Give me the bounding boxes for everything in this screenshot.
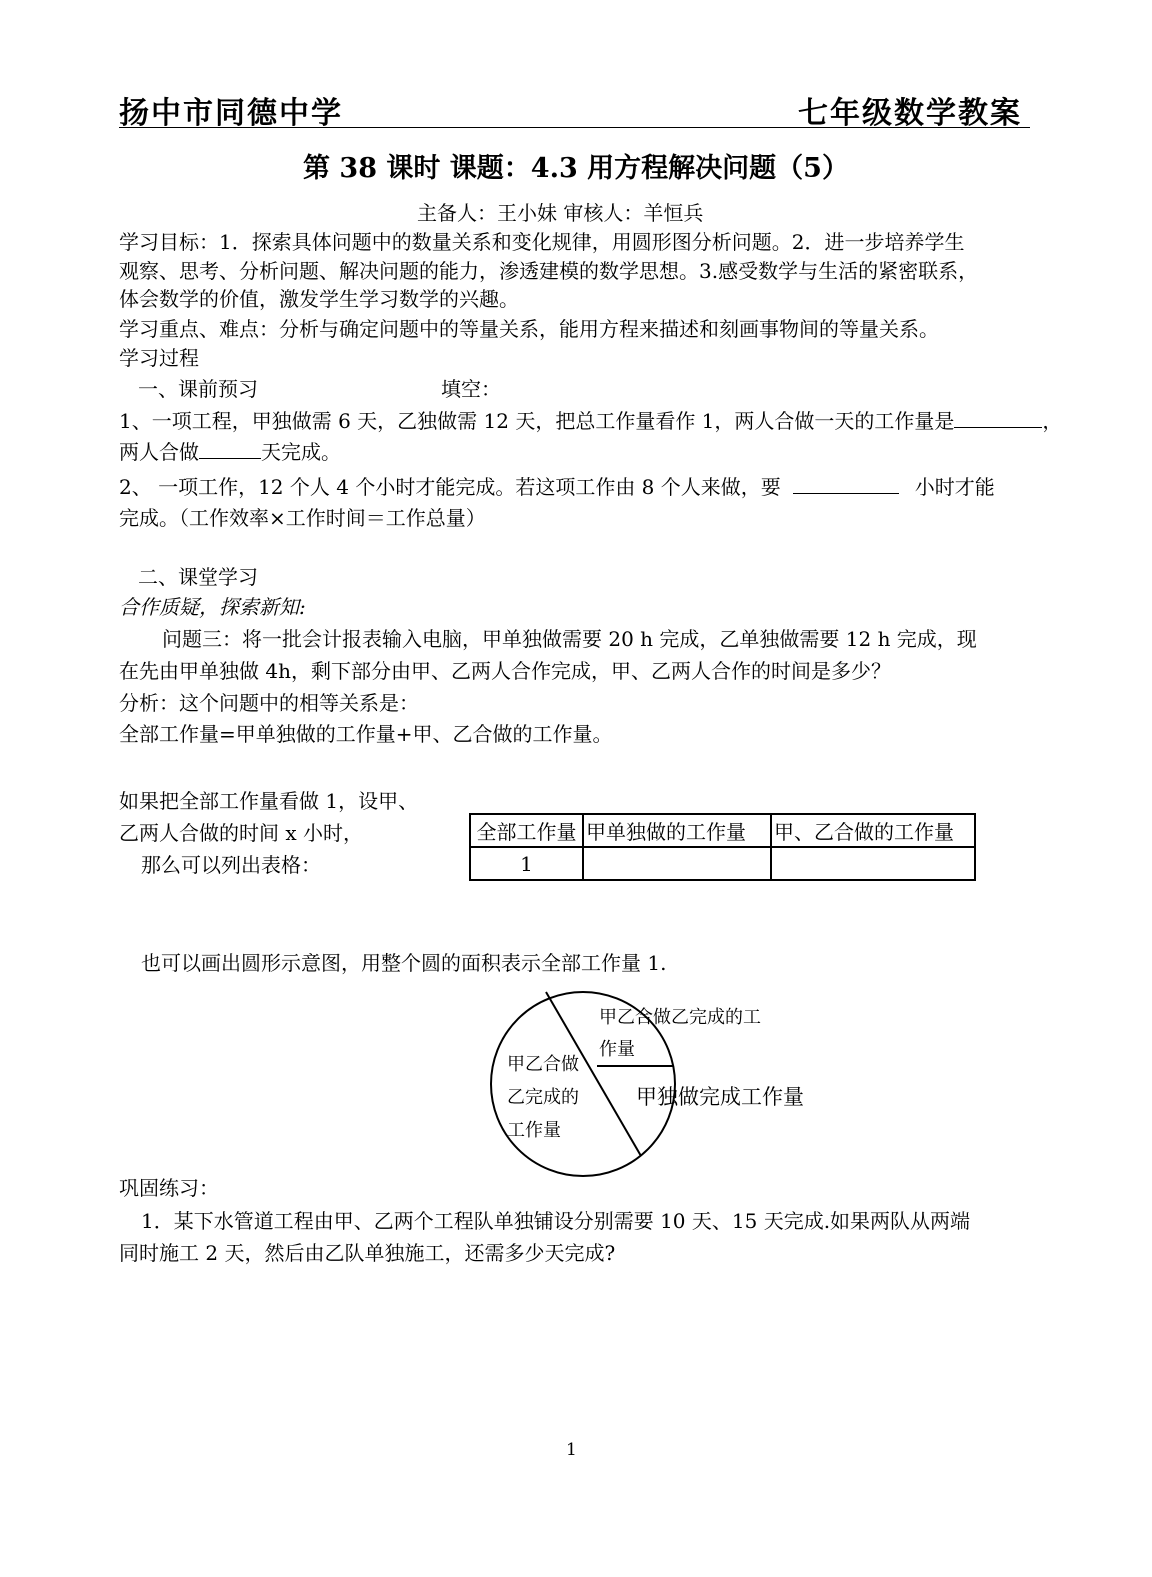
fill-label: 填空： — [441, 377, 501, 401]
q2-prefix: 2、 一项工作，12 个人 4 个小时才能完成。若这项工作由 8 个人来做，要 — [119, 475, 781, 499]
practice-line-1: 1．某下水管道工程由甲、乙两个工程队单独铺设分别需要 10 天、15 天完成.如果两队从两端 — [141, 1209, 971, 1233]
pie-intro: 也可以画出圆形示意图，用整个圆的面积表示全部工作量 1. — [141, 951, 667, 975]
table-cell[interactable] — [771, 847, 975, 880]
key-points: 学习重点、难点：分析与确定问题中的等量关系，能用方程来描述和刻画事物间的等量关系。 — [119, 317, 939, 341]
table-header-cell: 甲、乙合做的工作量 — [771, 814, 975, 847]
q1-blank-2[interactable] — [199, 436, 261, 459]
table-intro-line-2: 乙两人合做的时间 x 小时， — [119, 821, 363, 845]
pie-label-left-3: 工作量 — [507, 1120, 561, 1141]
pie-label-top-right-1: 甲乙合做乙完成的工 — [599, 1007, 761, 1028]
objectives-line-3: 体会数学的价值，激发学生学习数学的兴趣。 — [119, 287, 519, 311]
objectives-line-1: 学习目标：1．探索具体问题中的数量关系和变化规律，用圆形图分析问题。2．进一步培养学生 — [119, 230, 965, 254]
q2-line-1 — [119, 471, 995, 502]
practice-line-2: 同时施工 2 天，然后由乙队单独施工，还需多少天完成? — [119, 1241, 616, 1265]
q1-tail: ， — [1042, 409, 1063, 433]
objectives-line-2: 观察、思考、分析问题、解决问题的能力，渗透建模的数学思想。3.感受数学与生活的紧密联系， — [119, 259, 979, 283]
q1-suffix: 天完成。 — [261, 440, 341, 464]
doc-type: 七年级数学教案 — [798, 96, 1022, 131]
q2-line-2: 完成。（工作效率×工作时间＝工作总量） — [119, 506, 486, 530]
page-title: 第 38 课时 课题：4.3 用方程解决问题（5） — [303, 153, 849, 184]
pie-label-top-right-2: 作量 — [599, 1039, 635, 1060]
table-header-row — [470, 814, 975, 847]
problem3-line-2: 在先由甲单独做 4h，剩下部分由甲、乙两人合作完成，甲、乙两人合作的时间是多少？ — [119, 659, 891, 683]
header-rule — [119, 127, 1030, 128]
section2-subheading: 合作质疑，探索新知: — [119, 595, 306, 619]
q1-blank-1[interactable] — [954, 405, 1042, 428]
problem3-line-1: 问题三：将一批会计报表输入电脑，甲单独做需要 20 h 完成，乙单独做需要 12 h 完成，现 — [162, 627, 977, 651]
practice-heading: 巩固练习： — [119, 1176, 219, 1200]
table-row — [470, 847, 975, 880]
table-cell: 1 — [470, 847, 583, 880]
pie-label-left-2: 乙完成的 — [507, 1087, 579, 1108]
q1-prefix: 两人合做 — [119, 440, 199, 464]
section1-heading: 一、课前预习 — [138, 377, 258, 401]
table-header-cell: 甲单独做的工作量 — [583, 814, 771, 847]
q2-suffix: 小时才能 — [914, 475, 995, 499]
analysis-line-1: 分析：这个问题中的相等关系是： — [119, 691, 419, 715]
q1-line-2 — [119, 436, 341, 467]
table-intro-line-1: 如果把全部工作量看做 1，设甲、 — [119, 789, 419, 813]
q1-line-1 — [119, 405, 1062, 436]
table-intro-line-3: 那么可以列出表格： — [141, 853, 321, 877]
school-name: 扬中市同德中学 — [119, 96, 343, 131]
pie-label-right: 甲独做完成工作量 — [636, 1085, 804, 1109]
section2-heading: 二、课堂学习 — [138, 565, 258, 589]
q2-blank[interactable] — [793, 471, 899, 494]
table-cell[interactable] — [583, 847, 771, 880]
pie-label-left-1: 甲乙合做 — [507, 1054, 579, 1075]
page-number: 1 — [566, 1440, 577, 1460]
analysis-line-2: 全部工作量=甲单独做的工作量+甲、乙合做的工作量。 — [119, 722, 613, 746]
authors: 主备人：王小妹 审核人：羊恒兵 — [417, 201, 704, 225]
work-table — [469, 813, 976, 881]
process-label: 学习过程 — [119, 346, 199, 370]
table-header-cell: 全部工作量 — [470, 814, 583, 847]
q1-text: 1、一项工程，甲独做需 6 天，乙独做需 12 天，把总工作量看作 1，两人合做一天的工作量是 — [119, 409, 955, 433]
